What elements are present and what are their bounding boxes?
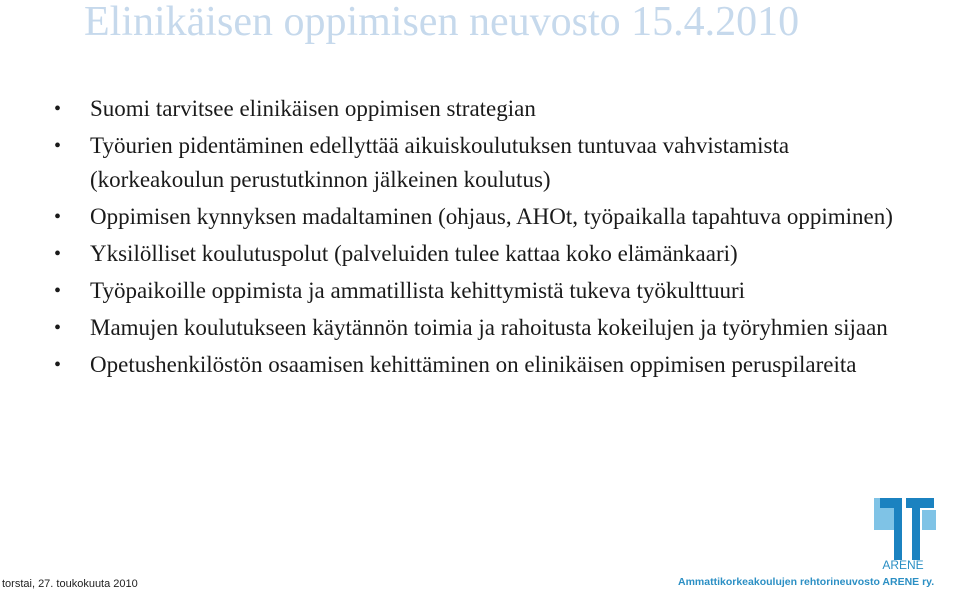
logo-text: ARENE	[882, 558, 924, 572]
bullet-item	[46, 92, 926, 126]
bullet-dot-icon: •	[54, 354, 62, 376]
bullet-item	[46, 129, 926, 197]
footer-date: torstai, 27. toukokuuta 2010	[2, 578, 138, 590]
arene-logo-mark	[872, 496, 938, 562]
bullet-dot-icon: •	[54, 98, 62, 120]
bullet-item	[46, 311, 926, 345]
bullet-text: Opetushenkilöstön osaamisen kehittäminen on elinikäisen oppimisen peruspilareita	[90, 352, 857, 377]
bullet-dot-icon: •	[54, 243, 62, 265]
arene-logo-icon	[872, 496, 938, 562]
bullet-dot-icon: •	[54, 280, 62, 302]
organization-name: Ammattikorkeakoulujen rehtorineuvosto ARENE ry.	[678, 576, 935, 588]
bullet-item	[46, 274, 926, 308]
bullet-item	[46, 200, 926, 234]
bullet-item	[46, 348, 926, 382]
bullet-text: Suomi tarvitsee elinikäisen oppimisen strategian	[90, 96, 536, 121]
slide-title: Elinikäisen oppimisen neuvosto 15.4.2010	[84, 0, 800, 45]
bullet-dot-icon: •	[54, 206, 62, 228]
bullet-text: Oppimisen kynnyksen madaltaminen (ohjaus, AHOt, työpaikalla tapahtuva oppiminen)	[90, 204, 893, 229]
bullet-text: Työurien pidentäminen edellyttää aikuiskoulutuksen tuntuvaa vahvistamista (korkeakoulun perustutkinnon jälkeinen koulutus)	[90, 133, 790, 192]
bullet-text: Mamujen koulutukseen käytännön toimia ja rahoitusta kokeilujen ja työryhmien sijaan	[90, 315, 888, 340]
bullet-dot-icon: •	[54, 317, 62, 339]
bullet-text: Yksilölliset koulutuspolut (palveluiden tulee kattaa koko elämänkaari)	[90, 241, 738, 266]
bullet-item	[46, 237, 926, 271]
bullet-list	[46, 92, 926, 385]
bullet-dot-icon: •	[54, 135, 62, 157]
bullet-text: Työpaikoille oppimista ja ammatillista kehittymistä tukeva työkulttuuri	[90, 278, 746, 303]
